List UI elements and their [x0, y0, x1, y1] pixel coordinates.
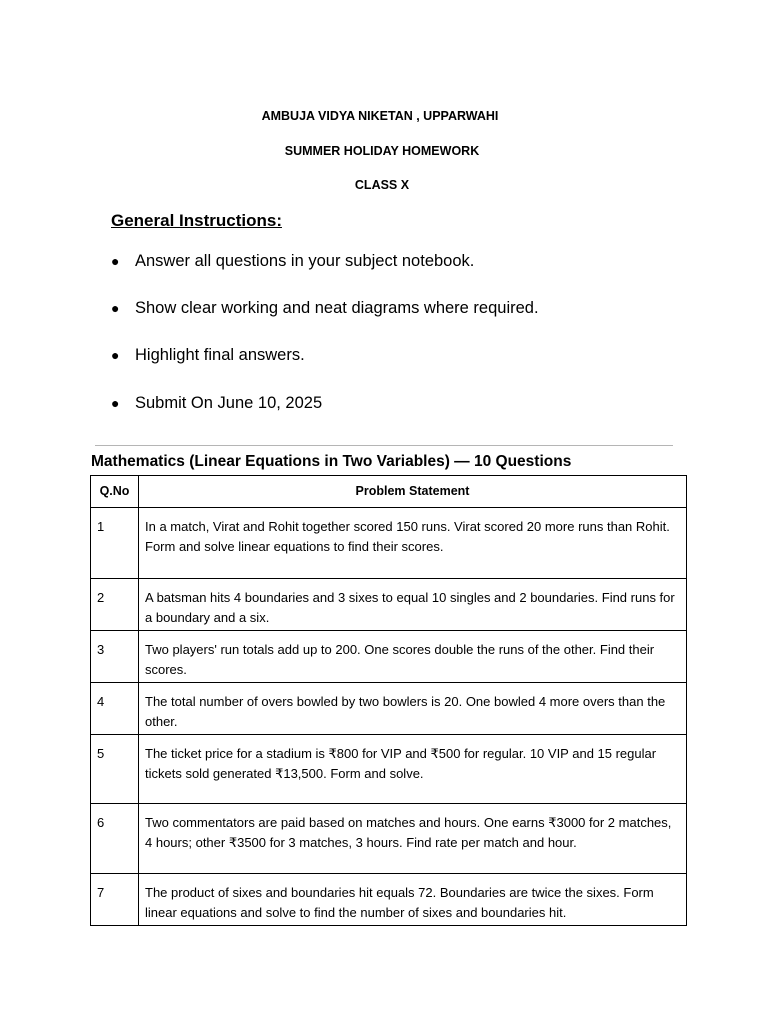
- section-title: Mathematics (Linear Equations in Two Variables) — 10 Questions: [91, 453, 572, 470]
- question-number: 1: [91, 508, 139, 579]
- horizontal-divider: [95, 445, 673, 446]
- table-row: [91, 579, 687, 631]
- problem-statement: The product of sixes and boundaries hit equals 72. Boundaries are twice the sixes. Form linear equations and solve to find the number of sixes and boundaries hit.: [139, 874, 687, 926]
- table-row: [91, 508, 687, 579]
- table-row: [91, 735, 687, 804]
- bullet-icon: ●: [111, 395, 120, 411]
- instruction-item: [111, 346, 305, 365]
- problem-statement: In a match, Virat and Rohit together scored 150 runs. Virat scored 20 more runs than Rohit. Form and solve linear equations to find their scores.: [139, 508, 687, 579]
- table-row: [91, 683, 687, 735]
- table-header-row: [91, 476, 687, 508]
- table-row: [91, 804, 687, 874]
- instruction-text: Show clear working and neat diagrams where required.: [135, 299, 539, 317]
- problem-statement: Two players' run totals add up to 200. One scores double the runs of the other. Find their scores.: [139, 631, 687, 683]
- question-number: 3: [91, 631, 139, 683]
- bullet-icon: ●: [111, 300, 120, 316]
- question-number: 5: [91, 735, 139, 804]
- school-name: AMBUJA VIDYA NIKETAN , UPPARWAHI: [261, 109, 499, 123]
- question-number: 2: [91, 579, 139, 631]
- instruction-text: Answer all questions in your subject notebook.: [135, 252, 475, 270]
- question-number: 7: [91, 874, 139, 926]
- problem-statement: The total number of overs bowled by two bowlers is 20. One bowled 4 more overs than the other.: [139, 683, 687, 735]
- instruction-item: [111, 252, 474, 271]
- problem-statement: A batsman hits 4 boundaries and 3 sixes to equal 10 singles and 2 boundaries. Find runs for a boundary and a six.: [139, 579, 687, 631]
- table-row: [91, 874, 687, 926]
- bullet-icon: ●: [111, 347, 120, 363]
- class-label: CLASS X: [354, 178, 410, 192]
- problem-statement: The ticket price for a stadium is ₹800 for VIP and ₹500 for regular. 10 VIP and 15 regular tickets sold generated ₹13,500. Form and solve.: [139, 735, 687, 804]
- problem-statement: Two commentators are paid based on matches and hours. One earns ₹3000 for 2 matches, 4 hours; other ₹3500 for 3 matches, 3 hours. Find rate per match and hour.: [139, 804, 687, 874]
- questions-table: [90, 475, 687, 926]
- column-header-qno: Q.No: [91, 476, 139, 508]
- instruction-item: [111, 299, 539, 318]
- question-number: 6: [91, 804, 139, 874]
- instruction-item: [111, 394, 322, 413]
- question-number: 4: [91, 683, 139, 735]
- instruction-text: Highlight final answers.: [135, 346, 305, 364]
- table-row: [91, 631, 687, 683]
- instruction-text: Submit On June 10, 2025: [135, 394, 323, 412]
- column-header-problem: Problem Statement: [139, 476, 687, 508]
- instructions-heading: General Instructions:: [111, 211, 282, 230]
- bullet-icon: ●: [111, 253, 120, 269]
- document-title: SUMMER HOLIDAY HOMEWORK: [284, 144, 480, 158]
